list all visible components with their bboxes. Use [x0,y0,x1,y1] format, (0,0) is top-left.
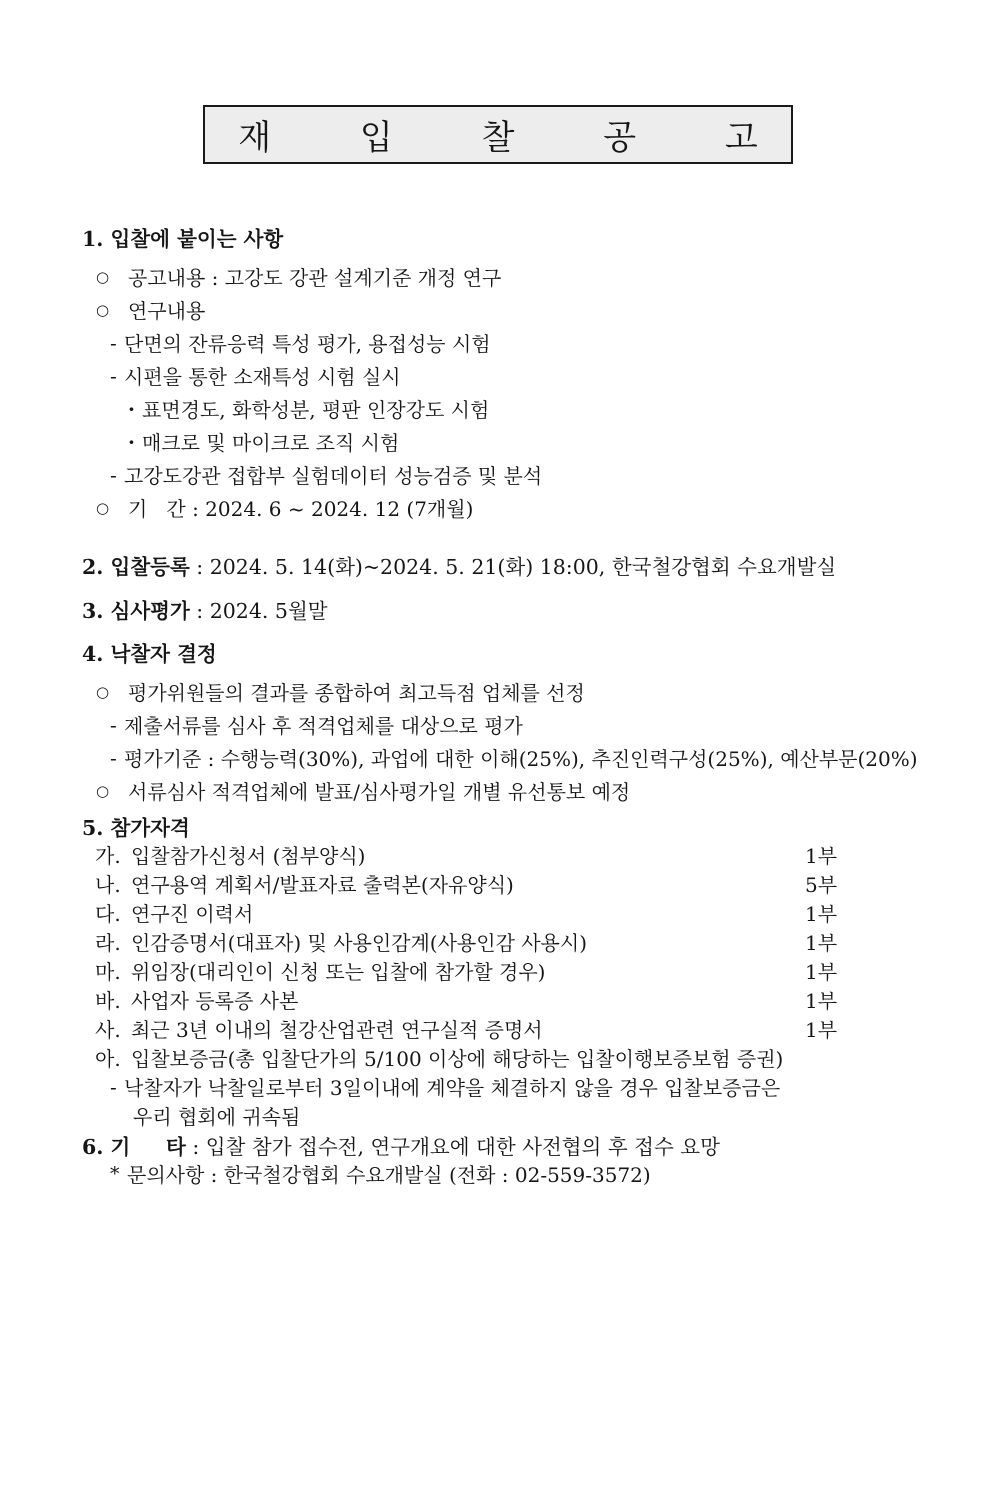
attachment-label: 바. [95,989,121,1013]
attachment-text: 인감증명서(대표자) 및 사용인감계(사용인감 사용시) [131,931,588,955]
list-item [82,1159,962,1188]
copies-count: 1부 [805,931,838,955]
item-text: 공고내용 : 고강도 강관 설계기준 개정 연구 [128,266,502,290]
attachment-label: 가. [95,844,121,868]
list-item [82,491,962,524]
list-item [82,293,962,326]
list-item [82,425,962,458]
section-heading [82,811,962,840]
document-body [82,220,962,1188]
circle-bullet-icon: ○ [96,267,110,286]
dot-bullet-icon: · [128,429,135,454]
section [82,811,962,1130]
list-item [82,458,962,491]
copies-count: 1부 [805,960,838,984]
document-page [0,105,992,1508]
attachment-text: 입찰참가신청서 (첨부양식) [131,844,366,868]
attachment-label: 나. [95,873,121,897]
dash-bullet-icon: - [110,712,117,737]
item-text: 우리 협회에 귀속됨 [133,1105,301,1129]
item-text: 제출서류를 심사 후 적격업체를 대상으로 평가 [124,714,523,738]
list-item [82,359,962,392]
section-heading [82,1130,962,1159]
item-text: 기 간 : 2024. 6 ~ 2024. 12 (7개월) [128,497,474,521]
section-heading [82,548,962,581]
list-item [82,326,962,359]
copies-count: 1부 [805,1018,838,1042]
asterisk-bullet-icon: * [110,1162,120,1185]
list-item [82,708,962,741]
list-item [82,260,962,293]
dash-bullet-icon: - [110,363,117,388]
section-heading-text: : 2024. 5. 14(화)~2024. 5. 21(화) 18:00, 한국철강협회 수요개발실 [189,554,837,579]
section-heading [82,635,962,668]
list-item [82,675,962,708]
attachment-text: 사업자 등록증 사본 [131,989,299,1013]
section-heading-number: 2. 입찰등록 [82,554,190,579]
item-text: 낙찰자가 낙찰일로부터 3일이내에 계약을 체결하지 않을 경우 입찰보증금은 [124,1076,781,1100]
item-text: 평가위원들의 결과를 종합하여 최고득점 업체를 선정 [128,681,585,705]
section-heading-text: : 입찰 참가 접수전, 연구개요에 대한 사전협의 후 접수 요망 [185,1134,720,1159]
circle-bullet-icon: ○ [96,682,110,701]
attachment-label: 마. [95,960,121,984]
attachment-text: 연구진 이력서 [131,902,254,926]
item-text: 매크로 및 마이크로 조직 시험 [142,431,400,455]
list-item [82,392,962,425]
attachment-label: 사. [95,1018,121,1042]
copies-count: 5부 [805,873,838,897]
dash-bullet-icon: - [110,462,117,487]
dash-bullet-icon: - [110,1074,117,1099]
section-heading-number: 5. 참가자격 [82,815,190,840]
attachment-row [82,985,962,1014]
attachment-row [82,927,962,956]
attachment-row [82,956,962,985]
section-heading [82,592,962,625]
attachment-text: 입찰보증금(총 입찰단가의 5/100 이상에 해당하는 입찰이행보증보험 증권) [131,1047,784,1071]
attachment-label: 라. [95,931,121,955]
sections [82,220,962,1188]
page-title: 재 입 찰 공 고 [238,118,784,158]
copies-count: 1부 [805,989,838,1013]
dash-bullet-icon: - [110,745,117,770]
section-heading-number: 4. 낙찰자 결정 [82,641,217,666]
section [82,220,962,524]
section [82,548,962,581]
attachment-label: 아. [95,1047,121,1071]
attachment-label: 다. [95,902,121,926]
list-item [82,1072,962,1101]
item-text: 평가기준 : 수행능력(30%), 과업에 대한 이해(25%), 추진인력구성(25%), 예산부문(20%) [124,747,918,771]
copies-count: 1부 [805,902,838,926]
attachment-text: 연구용역 계획서/발표자료 출력본(자유양식) [131,873,514,897]
attachment-row [82,869,962,898]
dash-bullet-icon: - [110,330,117,355]
section-heading-number: 3. 심사평가 [82,598,190,623]
section [82,635,962,807]
attachment-text: 최근 3년 이내의 철강산업관련 연구실적 증명서 [131,1018,543,1042]
circle-bullet-icon: ○ [96,781,110,800]
attachment-row [82,840,962,869]
item-text: 시편을 통한 소재특성 시험 실시 [124,365,401,389]
list-item [82,741,962,774]
circle-bullet-icon: ○ [96,498,110,517]
list-item [82,774,962,807]
circle-bullet-icon: ○ [96,300,110,319]
dot-bullet-icon: · [128,396,135,421]
copies-count: 1부 [805,844,838,868]
section-heading [82,220,962,253]
section-heading-number: 6. 기 타 [82,1134,186,1159]
item-text: 문의사항 : 한국철강협회 수요개발실 (전화 : 02-559-3572) [127,1163,651,1187]
section [82,592,962,625]
item-text: 연구내용 [128,299,206,323]
attachment-text: 위임장(대리인이 신청 또는 입찰에 참가할 경우) [131,960,546,984]
list-item [82,1101,962,1130]
title-box [203,105,793,164]
section-heading-number: 1. 입찰에 붙이는 사항 [82,226,284,251]
attachment-row [82,1043,962,1072]
item-text: 서류심사 적격업체에 발표/심사평가일 개별 유선통보 예정 [128,780,631,804]
item-text: 표면경도, 화학성분, 평판 인장강도 시험 [142,398,490,422]
attachment-row [82,898,962,927]
section-heading-text: : 2024. 5월말 [189,598,328,623]
item-text: 단면의 잔류응력 특성 평가, 용접성능 시험 [124,332,491,356]
attachment-row [82,1014,962,1043]
item-text: 고강도강관 접합부 실험데이터 성능검증 및 분석 [124,464,543,488]
section [82,1130,962,1188]
